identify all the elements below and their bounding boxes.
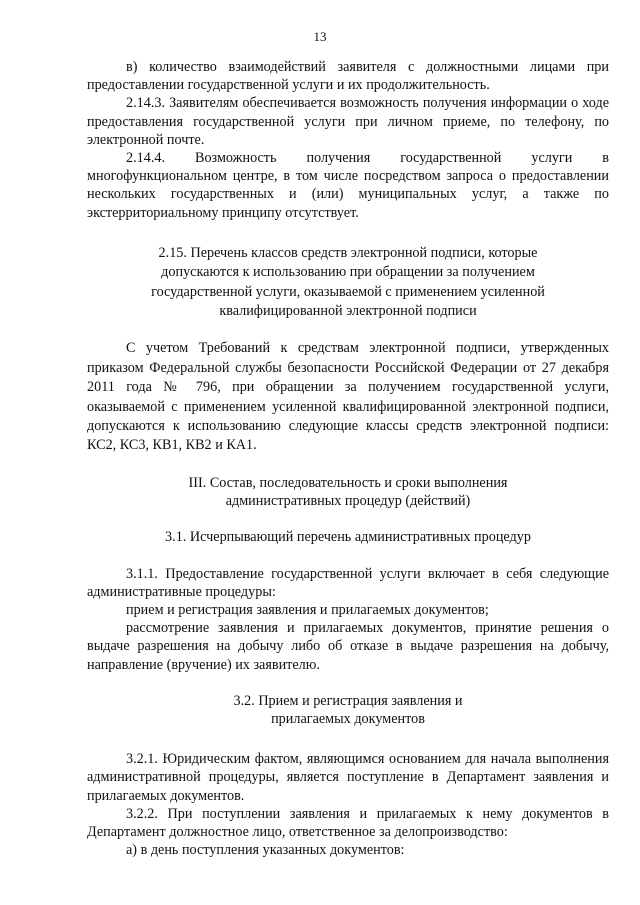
- page-number: 13: [313, 29, 327, 44]
- list-item: прием и регистрация заявления и прилагаемых документов;: [126, 601, 489, 618]
- paragraph: 3.2.2. При поступлении заявления и прилагаемых к нему документов в Департамент должностное лицо, ответственное за делопроизводство:: [87, 805, 609, 840]
- paragraph: 2.14.3. Заявителям обеспечивается возможность получения информации о ходе предоставления государственной услуги при личном приеме, по телефону, по электронной почте.: [87, 95, 609, 148]
- list-item: рассмотрение заявления и прилагаемых документов, принятие решения о выдаче разрешения на добычу либо об отказе в выдаче разрешения на добычу, направление (вручение) их заявителю.: [87, 620, 609, 673]
- paragraph: 3.2.1. Юридическим фактом, являющимся основанием для начала выполнения административной процедуры, является поступление в Департамент заявления и прилагаемых документов.: [87, 751, 609, 804]
- paragraph: 3.1.1. Предоставление государственной услуги включает в себя следующие административные процедуры:: [87, 565, 609, 600]
- paragraph: С учетом Требований к средствам электронной подписи, утвержденных приказом Федеральной службы безопасности Российской Федерации от 27 декабря 2011 года № 796, при обращении за получением государственной услуги, оказываемой с применением усиленной квалифицированной электронной подписи, допускаются к использованию следующие классы средств электронной подписи: КС2, КС3, КВ1, КВ2 и КА1.: [87, 340, 609, 454]
- section-heading: 2.15. Перечень классов средств электронной подписи, которые допускаются к использованию при обращении за получением государственной услуги, оказываемой с применением усиленной квалифицированной электронной подписи: [151, 244, 545, 320]
- paragraph: а) в день поступления указанных документов:: [126, 842, 405, 859]
- page-body: [87, 58, 609, 859]
- paragraph: 2.14.4. Возможность получения государственной услуги в многофункциональном центре, в том числе посредством запроса о предоставлении нескольких государственных и (или) муниципальных услуг, а также по экстерриториальному принципу отсутствует.: [87, 150, 609, 221]
- section-heading: 3.2. Прием и регистрация заявления и прилагаемых документов: [233, 692, 463, 727]
- paragraph: в) количество взаимодействий заявителя с должностными лицами при предоставлении государственной услуги и их продолжительность.: [87, 59, 609, 94]
- section-heading: 3.1. Исчерпывающий перечень административных процедур: [165, 529, 531, 546]
- chapter-heading: III. Состав, последовательность и сроки выполнения административных процедур (действий): [188, 474, 508, 510]
